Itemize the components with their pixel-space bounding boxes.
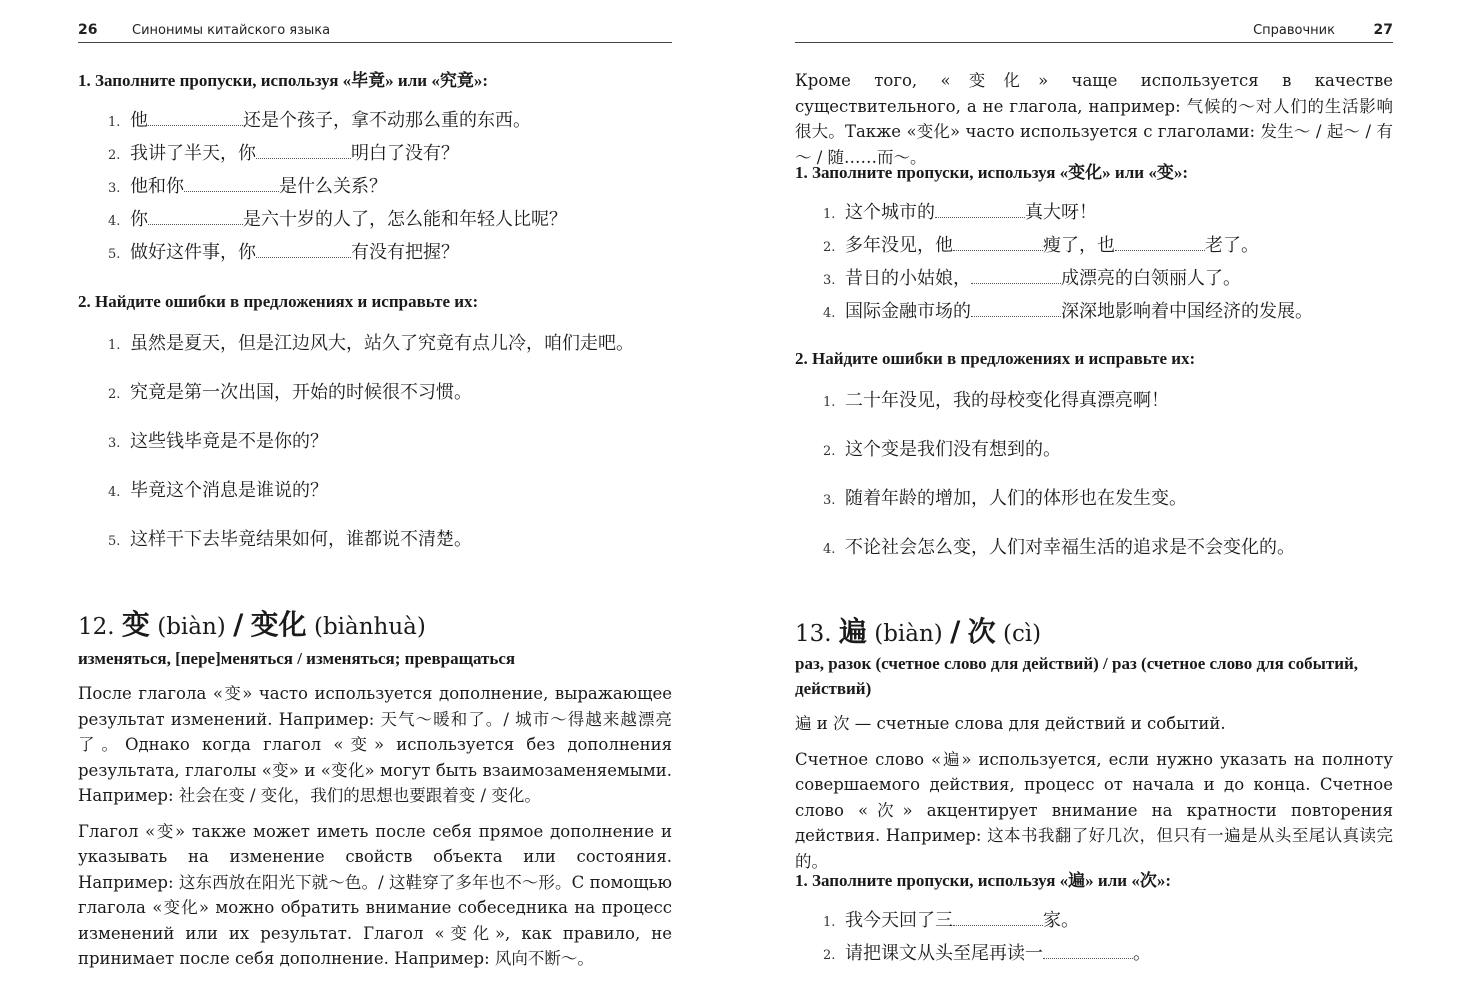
section-heading [795,617,1393,649]
item-number: 1. [823,395,836,410]
item-text: 这个城市的 [845,202,935,223]
item-number: 3. [823,273,836,288]
exercise-title: 1. Заполните пропуски, используя «遍» или «次»: [795,871,1171,890]
headword: 变 [121,608,150,641]
exercise-2 [795,348,1393,586]
page-number: 27 [1373,22,1393,38]
fill-blank [1115,236,1205,251]
item-text: 国际金融市场的 [845,301,971,322]
section-subtitle: раз, разок (счетное слово для действий) / раз (счетное слово для событий, действий) [795,654,1359,698]
exercise-list [795,390,1393,586]
item-text: 不论社会怎么变，人们对幸福生活的追求是不会变化的。 [845,537,1295,558]
exercise-item [78,110,672,143]
item-text: 这些钱毕竟是不是你的？ [130,431,328,452]
exercise-item [78,333,672,382]
exercise-item [795,537,1393,586]
exercise-item [78,176,672,209]
item-text: 明白了没有？ [351,143,459,164]
exercise-list [795,910,1393,976]
fill-blank [256,243,351,258]
fill-blank [935,203,1025,218]
exercise-item [795,202,1393,235]
fill-blank [953,236,1043,251]
item-text: 深深地影响着中国经济的发展。 [1061,301,1313,322]
fill-blank [256,144,351,159]
item-number: 4. [108,214,121,229]
item-text: 。 [1133,943,1151,964]
item-number: 4. [108,485,121,500]
pinyin: (biàn) [157,614,226,640]
item-text: 成漂亮的白领丽人了。 [1061,268,1241,289]
exercise-item [795,943,1393,976]
intro-paragraph: Кроме того, «变化» чаще используется в качестве существительного, а не глагола, например: 气候的～对人们的生活影响很大。Также «变化» часто используется с глаголами: 发生～ / 起～ / 有～ / 随……而～。 [795,71,1393,167]
item-text: 究竟是第一次出国，开始的时候很不习惯。 [130,382,472,403]
fill-blank [971,269,1061,284]
section-number: 13. [795,621,832,647]
fill-blank [148,210,243,225]
item-number: 2. [823,444,836,459]
slash: / [950,615,961,648]
item-text: 虽然是夏天，但是江边风大，站久了究竟有点儿冷，咱们走吧。 [130,333,634,354]
item-number: 5. [108,534,121,549]
exercise-2 [78,291,672,578]
exercise-item [795,910,1393,943]
item-number: 4. [823,542,836,557]
item-number: 2. [108,148,121,163]
item-text: 多年没见，他 [845,235,953,256]
item-text: 毕竟这个消息是谁说的？ [130,480,328,501]
section-12 [78,610,672,972]
item-text: 做好这件事，你 [130,242,256,263]
item-text: 还是个孩子，拿不动那么重的东西。 [243,110,531,131]
exercise-3 [795,870,1393,976]
exercise-item [78,143,672,176]
body-paragraph: После глагола «变» часто используется дополнение, выражающее результат изменений. Например: 天气～暖和了。/ 城市～得越来越漂亮了。Однако когда глагол «变» используется без дополнения результата, глаголы «变» и «变化» могут быть взаимозаменяемыми. Например: 社会在变 / 变化，我们的思想也要跟着变 / 变化。 [78,684,672,805]
item-text: 随着年龄的增加，人们的体形也在发生变。 [845,488,1187,509]
item-text: 我讲了半天，你 [130,143,256,164]
section-subtitle: изменяться, [пере]меняться / изменяться; превращаться [78,649,516,668]
exercise-item [78,382,672,431]
running-head-right [795,20,1393,43]
item-text: 家。 [1043,910,1079,931]
exercise-item [795,390,1393,439]
section-heading [78,610,672,642]
left-page [78,0,672,1000]
item-number: 1. [823,915,836,930]
item-text: 这样干下去毕竟结果如何，谁都说不清楚。 [130,529,472,550]
section-13 [795,617,1393,874]
item-text: 真大呀！ [1025,202,1097,223]
exercise-item [795,235,1393,268]
item-number: 2. [108,387,121,402]
pinyin: (biàn) [874,621,943,647]
item-number: 1. [108,338,121,353]
item-text: 昔日的小姑娘， [845,268,971,289]
item-number: 3. [823,493,836,508]
running-title: Синонимы китайского языка [132,23,331,38]
item-text: 你 [130,209,148,230]
item-number: 1. [108,115,121,130]
exercise-item [78,529,672,578]
body-paragraph: Глагол «变» также может иметь после себя прямое дополнение и указывать на изменение свойств объекта или состояния. Например: 这东西放在阳光下就～色。/ 这鞋穿了多年也不～形。С помощью глагола «变化» можно обратить внимание собеседника на процесс изменений или их результат. Глагол «变化», как правило, не принимает после себя дополнение. Например: 风向不断～。 [78,821,672,968]
exercise-list [795,202,1393,334]
exercise-item [795,301,1393,334]
item-text: 瘦了，也 [1043,235,1115,256]
exercise-title: 1. Заполните пропуски, используя «变化» или «变»: [795,163,1188,182]
fill-blank [148,111,243,126]
item-text: 是六十岁的人了，怎么能和年轻人比呢？ [243,209,567,230]
exercise-item [795,268,1393,301]
exercise-title: 2. Найдите ошибки в предложениях и исправьте их: [795,349,1196,368]
item-number: 3. [108,181,121,196]
fill-blank [953,911,1043,926]
exercise-1 [795,162,1393,334]
item-text: 有没有把握？ [351,242,459,263]
exercise-title: 1. Заполните пропуски, используя «毕竟» или «究竟»: [78,71,488,90]
exercise-item [78,480,672,529]
headword: 次 [967,615,996,648]
item-number: 3. [108,436,121,451]
exercise-item [78,209,672,242]
right-page [795,0,1393,1000]
fill-blank [971,302,1061,317]
running-title: Справочник [1253,23,1335,38]
item-number: 2. [823,948,836,963]
exercise-title: 2. Найдите ошибки в предложениях и исправьте их: [78,292,479,311]
exercise-list [78,333,672,578]
item-text: 是什么关系？ [279,176,387,197]
headword: 遍 [838,615,867,648]
exercise-item [795,439,1393,488]
exercise-item [795,488,1393,537]
fill-blank [184,177,279,192]
item-number: 4. [823,306,836,321]
body-paragraph: 遍 и 次 — счетные слова для действий и событий. [795,714,1226,733]
exercise-item [78,242,672,275]
page-number: 26 [78,22,98,38]
item-number: 2. [823,240,836,255]
body-paragraph: Счетное слово «遍» используется, если нужно указать на полноту совершаемого действия, процесс от начала и до конца. Счетное слово «次» акцентирует внимание на кратности повторения действия. Например: 这本书我翻了好几次，但只有一遍是从头至尾认真读完的。 [795,749,1393,871]
item-text: 我今天回了三 [845,910,953,931]
headword: 变化 [250,608,307,641]
exercise-list [78,110,672,275]
pinyin: (cì) [1002,621,1042,647]
section-number: 12. [78,614,115,640]
item-text: 他 [130,110,148,131]
exercise-item [78,431,672,480]
item-text: 二十年没见，我的母校变化得真漂亮啊！ [845,390,1169,411]
item-number: 1. [823,207,836,222]
item-number: 5. [108,247,121,262]
fill-blank [1043,944,1133,959]
exercise-1 [78,70,672,275]
item-text: 这个变是我们没有想到的。 [845,439,1061,460]
item-text: 请把课文从头至尾再读一 [845,943,1043,964]
item-text: 老了。 [1205,235,1259,256]
slash: / [233,608,244,641]
pinyin: (biànhuà) [313,614,426,640]
item-text: 他和你 [130,176,184,197]
running-head-left [78,20,672,43]
